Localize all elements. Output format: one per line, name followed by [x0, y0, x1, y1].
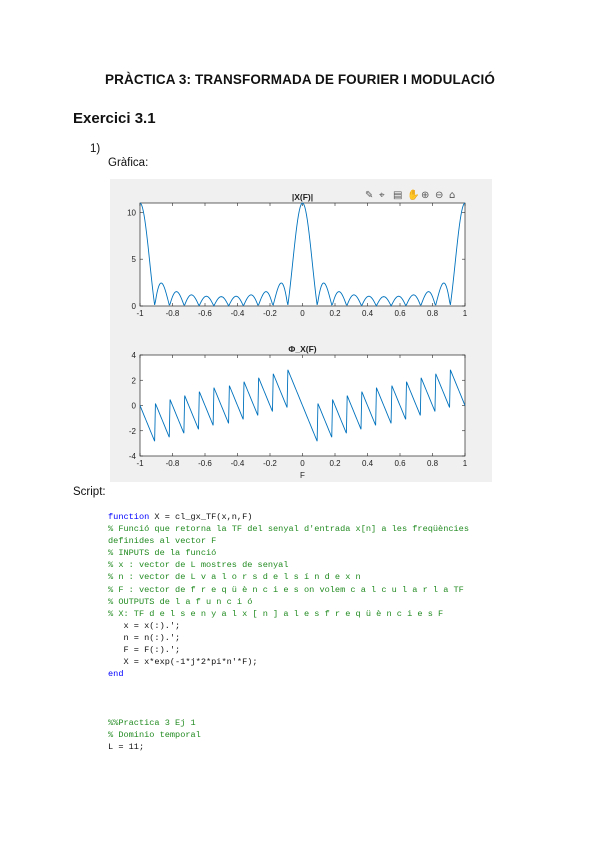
axes-box [140, 203, 465, 306]
code-line [108, 511, 568, 523]
x-tick-label: -0.8 [165, 459, 180, 468]
code-line [108, 535, 568, 547]
code-line [108, 584, 568, 596]
list-item-number: 1) [90, 143, 101, 155]
x-tick-label: -0.2 [263, 459, 277, 468]
x-tick-label: 0.8 [426, 309, 439, 318]
axes-title: |X(F)| [291, 192, 314, 202]
code-text: X = x*exp(-1*j*2*pi*n'*F); [108, 657, 258, 668]
code-line [108, 692, 568, 704]
x-axis-label: F [300, 471, 305, 480]
figure-canvas [110, 179, 492, 482]
code-line [108, 632, 568, 644]
code-keyword: function [108, 512, 150, 522]
code-text: F = F(:).'; [108, 645, 181, 656]
x-tick-label: 0.2 [329, 309, 341, 318]
grafica-label: Gràfica: [108, 157, 149, 169]
code-line [108, 717, 568, 729]
x-tick-label: 0.8 [426, 459, 439, 468]
zoom-in-icon: ⊕ [421, 190, 430, 201]
code-line [108, 608, 568, 620]
zoom-out-icon: ⊖ [435, 190, 444, 201]
x-tick-label: -1 [136, 459, 144, 468]
x-tick-label: 0.6 [394, 459, 406, 468]
matlab-figure [110, 179, 492, 482]
code-comment: % Funció que retorna la TF del senyal d'entrada x[n] a les freqüències [108, 524, 469, 535]
code-line [108, 559, 568, 571]
code-keyword: end [108, 669, 124, 680]
code-line [108, 729, 568, 741]
x-tick-label: -0.6 [198, 459, 212, 468]
x-tick-label: 1 [462, 459, 468, 468]
x-tick-label: 0.4 [361, 309, 374, 318]
y-tick-label: 2 [131, 376, 136, 386]
code-text: n = n(:).'; [108, 632, 181, 643]
x-tick-label: -1 [136, 309, 144, 318]
code-comment: %%Practica 3 Ej 1 [108, 717, 196, 728]
pan-icon: ✋ [407, 190, 420, 201]
axes-title: Φ_X(F) [288, 344, 317, 354]
x-tick-label: 0 [300, 309, 305, 318]
x-tick-label: -0.4 [230, 309, 245, 318]
code-line [108, 596, 568, 608]
y-tick-label: -2 [128, 426, 136, 436]
x-tick-label: -0.6 [198, 309, 212, 318]
code-line [108, 656, 568, 668]
code-comment: % X: TF d e l s e n y a l x [ n ] a l e s f r e q ü è n c i e s F [108, 608, 444, 619]
x-tick-label: 0.2 [329, 459, 341, 468]
y-tick-label: 0 [131, 401, 136, 411]
code-comment: % INPUTS de la funció [108, 548, 217, 559]
x-tick-label: 0 [300, 459, 305, 468]
code-comment: % OUTPUTS de l a f u n c i ó [108, 596, 253, 607]
code-comment: % x : vector de L mostres de senyal [108, 560, 289, 571]
code-comment: % F : vector de f r e q ü è n c i e s on volem c a l c u l a r l a TF [108, 584, 464, 595]
code-line [108, 741, 568, 753]
code-comment: % Dominio temporal [108, 729, 201, 740]
y-tick-label: 5 [131, 255, 136, 265]
datatip-icon: ⌖ [379, 190, 385, 201]
x-tick-label: 0.6 [394, 309, 406, 318]
code-comment: % n : vector de L v a l o r s d e l s í n d e x n [108, 572, 361, 583]
code-line [108, 620, 568, 632]
x-tick-label: -0.4 [230, 459, 245, 468]
brush-icon: ✎ [365, 190, 374, 201]
code-line [108, 705, 568, 717]
code-line [108, 680, 568, 692]
code-line [108, 523, 568, 535]
code-listing [108, 511, 568, 753]
code-line [108, 547, 568, 559]
x-tick-label: 0.4 [361, 459, 374, 468]
code-text: X = cl_gx_TF(x,n,F) [149, 512, 253, 522]
page-title: PRÀCTICA 3: TRANSFORMADA DE FOURIER I MODULACIÓ [105, 72, 495, 87]
y-tick-label: -4 [128, 452, 136, 461]
x-tick-label: 1 [462, 309, 468, 318]
code-line [108, 644, 568, 656]
code-comment: definides al vector F [108, 536, 217, 547]
y-tick-label: 4 [131, 351, 136, 360]
y-tick-label: 10 [127, 208, 136, 218]
code-line [108, 571, 568, 583]
code-text: x = x(:).'; [108, 620, 181, 631]
y-tick-label: 0 [131, 302, 136, 311]
section-heading: Exercici 3.1 [73, 110, 156, 127]
script-label: Script: [73, 486, 106, 498]
x-tick-label: -0.8 [165, 309, 180, 318]
code-text: L = 11; [108, 741, 145, 752]
x-tick-label: -0.2 [263, 309, 277, 318]
save-icon: ▤ [393, 190, 403, 201]
code-line [108, 668, 568, 680]
home-icon: ⌂ [449, 190, 456, 201]
